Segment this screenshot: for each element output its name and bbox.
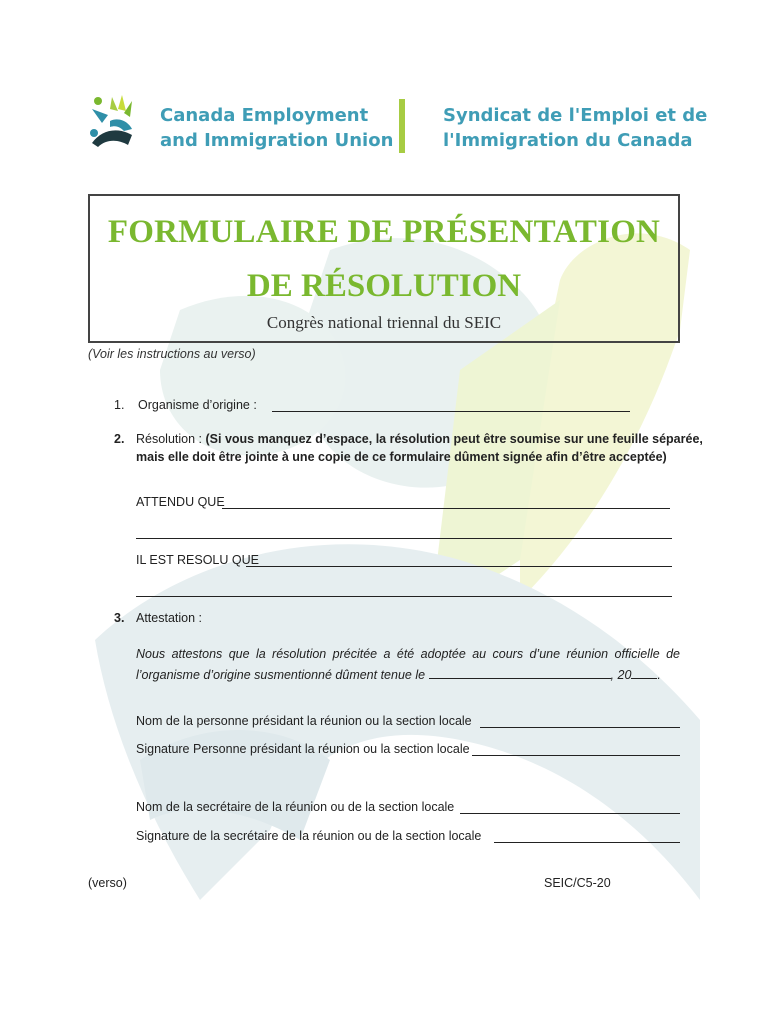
secretary-name-field[interactable] bbox=[460, 813, 680, 814]
union-name-english-line2: and Immigration Union bbox=[160, 130, 394, 151]
whereas-field[interactable] bbox=[222, 508, 670, 509]
whereas-label: ATTENDU QUE bbox=[136, 495, 225, 509]
item-1-number: 1. bbox=[114, 398, 125, 412]
union-name-english-line1: Canada Employment bbox=[160, 105, 369, 126]
whereas-field-continued[interactable] bbox=[136, 538, 672, 539]
attestation-label: Attestation : bbox=[136, 611, 203, 625]
resolution-instructions-line2: mais elle doit être jointe à une copie de ce formulaire dûment signée afin d’être acceptée) bbox=[136, 450, 667, 464]
form-title-box bbox=[88, 194, 680, 343]
attestation-text-line2-start: l’organisme d’origine susmentionné dûment tenue le bbox=[136, 668, 426, 682]
resolution-section bbox=[136, 432, 703, 446]
resolution-instructions-line1: (Si vous manquez d’espace, la résolution peut être soumise sur une feuille séparée, bbox=[205, 432, 703, 446]
be-it-resolved-field[interactable] bbox=[246, 566, 672, 567]
meeting-date-field[interactable] bbox=[429, 666, 611, 679]
meeting-year-field[interactable] bbox=[631, 666, 657, 679]
footer-verso: (verso) bbox=[88, 876, 127, 890]
year-prefix: , 20 bbox=[610, 668, 632, 682]
attestation-text-line2 bbox=[136, 666, 661, 682]
be-it-resolved-field-continued[interactable] bbox=[136, 596, 672, 597]
resolution-label: Résolution : bbox=[136, 432, 203, 446]
chair-name-field[interactable] bbox=[480, 727, 680, 728]
item-2-number: 2. bbox=[114, 432, 125, 446]
secretary-signature-label: Signature de la secrétaire de la réunion ou de la section locale bbox=[136, 829, 482, 843]
form-title-line1: FORMULAIRE DE PRÉSENTATION bbox=[107, 214, 661, 250]
union-name-french-line2: l'Immigration du Canada bbox=[443, 130, 693, 151]
form-code: SEIC/C5-20 bbox=[544, 876, 611, 890]
chair-signature-label: Signature Personne présidant la réunion ou la section locale bbox=[136, 742, 470, 756]
be-it-resolved-label: IL EST RESOLU QUE bbox=[136, 553, 259, 567]
instructions-note: (Voir les instructions au verso) bbox=[88, 347, 256, 361]
origin-organization-field[interactable] bbox=[272, 411, 630, 412]
item-3-number: 3. bbox=[114, 611, 125, 625]
year-suffix: . bbox=[657, 668, 661, 682]
attestation-text-line1: Nous attestons que la résolution précitée a été adoptée au cours d’une réunion officielle de bbox=[136, 647, 680, 661]
chair-name-label: Nom de la personne présidant la réunion ou la section locale bbox=[136, 714, 472, 728]
union-name-english bbox=[160, 103, 393, 153]
form-subtitle: Congrès national triennal du SEIC bbox=[266, 313, 502, 332]
header-divider bbox=[399, 99, 405, 153]
origin-organization-label: Organisme d’origine : bbox=[138, 398, 257, 412]
union-name-french-line1: Syndicat de l'Emploi et de bbox=[443, 105, 708, 126]
form-title-line2: DE RÉSOLUTION bbox=[246, 268, 522, 304]
secretary-name-label: Nom de la secrétaire de la réunion ou de la section locale bbox=[136, 800, 455, 814]
union-logo-icon bbox=[88, 93, 144, 149]
chair-signature-field[interactable] bbox=[472, 755, 680, 756]
secretary-signature-field[interactable] bbox=[494, 842, 680, 843]
union-name-french bbox=[443, 103, 707, 153]
